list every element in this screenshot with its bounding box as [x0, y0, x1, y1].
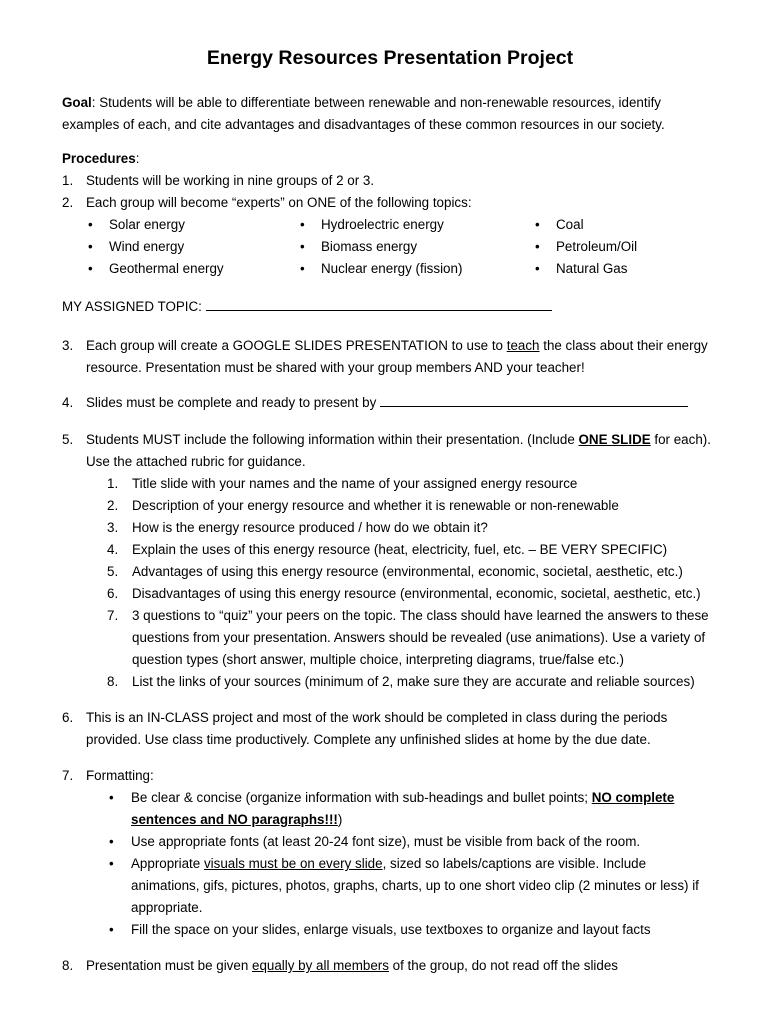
list-item: 1. Title slide with your names and the name of your assigned energy resource	[107, 476, 578, 491]
formatting-list	[62, 787, 718, 941]
step-5: 5. Students MUST include the following information within their presentation. (Include ONE SLIDE for each). Use the attached rubric for guidance.	[62, 432, 711, 469]
list-item: • Use appropriate fonts (at least 20-24 font size), must be visible from back of the room.	[108, 831, 718, 853]
procedures-heading: Procedures:	[62, 151, 140, 166]
step-3: 3. Each group will create a GOOGLE SLIDES PRESENTATION to use to teach the class about their energy resource. Presentation must be shared with your group members AND your teacher!	[62, 338, 708, 375]
step-6: 6. This is an IN-CLASS project and most of the work should be completed in class during the periods provided. Use class time productively. Complete any unfinished slides at home by the due date.	[62, 710, 668, 747]
page-title: Energy Resources Presentation Project	[206, 47, 574, 69]
topic-list	[62, 214, 718, 280]
list-item: • Appropriate visuals must be on every slide, sized so labels/captions are visible. Include animations, gifs, pictures, photos, graphs, charts, up to one short video clip (2 minutes or less) if appropriate.	[108, 853, 718, 919]
topic-item: • Nuclear energy (fission)	[298, 258, 533, 280]
list-item: 3. How is the energy resource produced / how do we obtain it?	[107, 520, 488, 535]
goal-label: Goal	[62, 95, 92, 110]
step-1: 1. Students will be working in nine groups of 2 or 3.	[62, 173, 375, 188]
step-8: 8. Presentation must be given equally by all members of the group, do not read off the slides	[62, 958, 618, 973]
topic-item: • Coal	[533, 214, 693, 236]
step-2: 2. Each group will become “experts” on ONE of the following topics:	[62, 195, 472, 210]
due-date-field[interactable]	[380, 392, 688, 407]
list-item: 8. List the links of your sources (minimum of 2, make sure they are accurate and reliable sources)	[107, 674, 695, 689]
list-item: • Fill the space on your slides, enlarge visuals, use textboxes to organize and layout facts	[108, 919, 718, 941]
list-item: 5. Advantages of using this energy resource (environmental, economic, societal, aesthetic, etc.)	[107, 564, 683, 579]
step-4: 4. Slides must be complete and ready to present by	[62, 392, 718, 414]
list-item: 4. Explain the uses of this energy resource (heat, electricity, fuel, etc. – BE VERY SPECIFIC)	[107, 542, 668, 557]
assigned-topic-field[interactable]	[206, 296, 552, 311]
assigned-topic-line: MY ASSIGNED TOPIC:	[62, 296, 718, 318]
topic-item: • Petroleum/Oil	[533, 236, 693, 258]
topic-item: • Biomass energy	[298, 236, 533, 258]
required-slides-list	[62, 473, 718, 693]
list-item: • Be clear & concise (organize information with sub-headings and bullet points; NO complete sentences and NO paragraphs!!!)	[108, 787, 718, 831]
list-item: 7. 3 questions to “quiz” your peers on the topic. The class should have learned the answers to these questions from your presentation. Answers should be revealed (use animations). Use a variety of question types (short answer, multiple choice, interpreting diagrams, true/false etc.)	[107, 608, 709, 667]
topic-item: • Hydroelectric energy	[298, 214, 533, 236]
list-item: 2. Description of your energy resource and whether it is renewable or non-renewable	[107, 498, 619, 513]
step-7: 7. Formatting:	[62, 768, 154, 783]
topic-item: • Solar energy	[86, 214, 298, 236]
topic-item: • Natural Gas	[533, 258, 693, 280]
topic-item: • Wind energy	[86, 236, 298, 258]
goal-paragraph	[62, 92, 718, 136]
list-item: 6. Disadvantages of using this energy resource (environmental, economic, societal, aesthetic, etc.)	[107, 586, 701, 601]
topic-item: • Geothermal energy	[86, 258, 298, 280]
goal-text: : Students will be able to differentiate between renewable and non-renewable resources, identify examples of each, and cite advantages and disadvantages of these common resources in our society.	[62, 95, 665, 132]
